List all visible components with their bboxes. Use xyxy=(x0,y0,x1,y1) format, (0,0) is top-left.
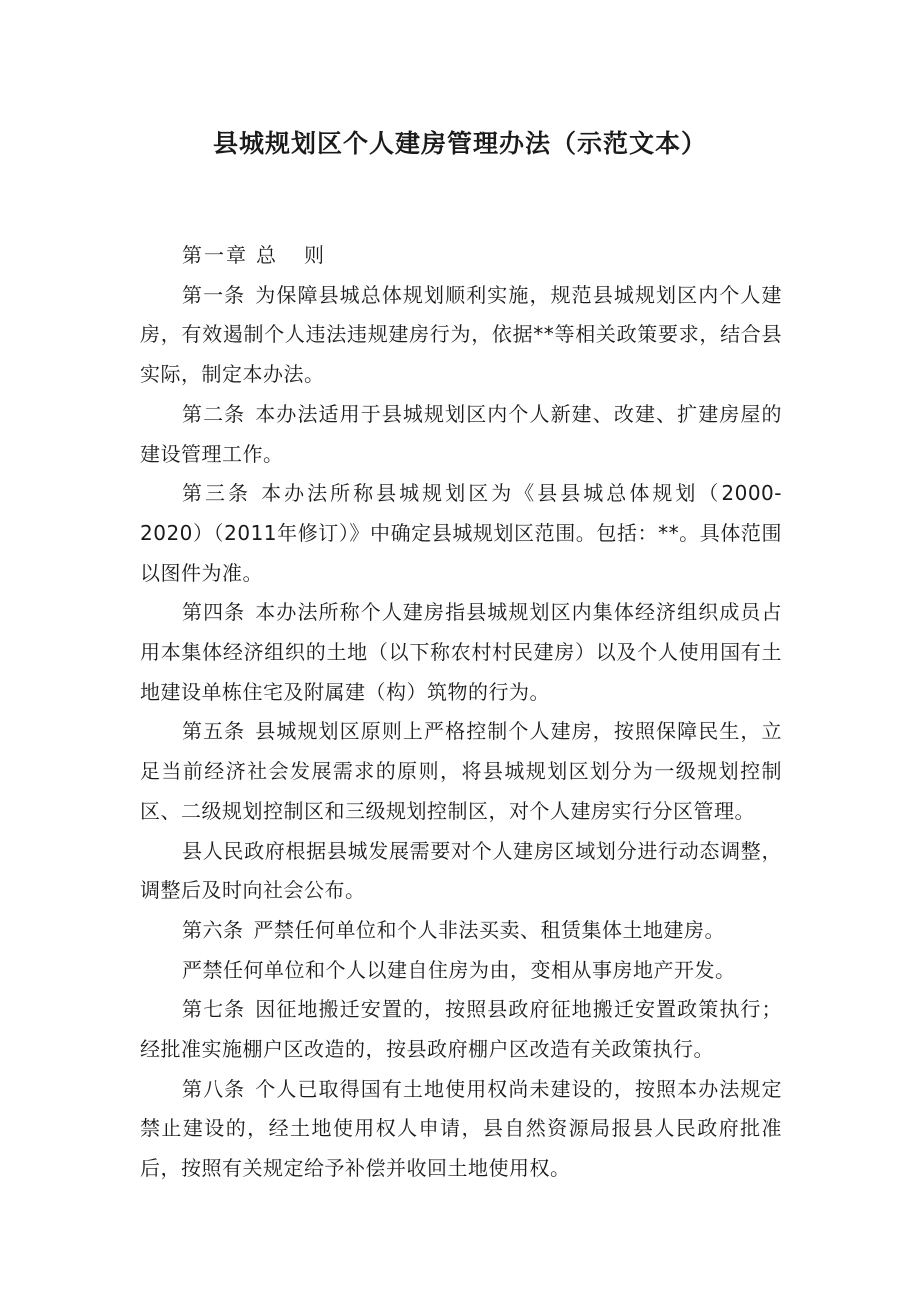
chapter-number: 第一章 xyxy=(182,243,248,267)
article-number: 第八条 xyxy=(182,1076,246,1101)
article-text: 为保障县城总体规划顺利实施，规范县城规划区内个人建房，有效遏制个人违法违规建房行为，依据**等相关政策要求，结合县实际，制定本办法。 xyxy=(140,282,783,387)
article-6 xyxy=(140,911,782,951)
article-number: 第五条 xyxy=(182,719,246,744)
article-text: 本办法适用于县城规划区内个人新建、改建、扩建房屋的建设管理工作。 xyxy=(140,401,783,466)
article-text: 因征地搬迁安置的，按照县政府征地搬迁安置政策执行；经批准实施棚户区改造的，按县政府棚户区改造有关政策执行。 xyxy=(140,997,783,1062)
article-number: 第七条 xyxy=(182,997,246,1022)
paragraph-text: 县人民政府根据县城发展需要对个人建房区域划分进行动态调整，调整后及时向社会公布。 xyxy=(140,838,782,903)
article-number: 第二条 xyxy=(182,401,246,426)
article-text: 个人已取得国有土地使用权尚未建设的，按照本办法规定禁止建设的，经土地使用权人申请，县自然资源局报县人民政府批准后，按照有关规定给予补偿并收回土地使用权。 xyxy=(140,1076,783,1181)
article-text: 本办法所称个人建房指县城规划区内集体经济组织成员占用本集体经济组织的土地（以下称农村村民建房）以及个人使用国有土地建设单栋住宅及附属建（构）筑物的行为。 xyxy=(140,600,783,704)
article-6-continuation xyxy=(140,951,782,991)
article-number: 第一条 xyxy=(182,282,246,307)
article-8 xyxy=(140,1070,782,1189)
article-text: 严禁任何单位和个人非法买卖、租赁集体土地建房。 xyxy=(253,917,725,942)
paragraph-text: 严禁任何单位和个人以建自住房为由，变相从事房地产开发。 xyxy=(182,957,736,982)
article-2 xyxy=(140,395,782,474)
chapter-heading xyxy=(140,236,782,276)
article-number: 第六条 xyxy=(182,917,244,942)
article-4 xyxy=(140,593,782,712)
document-title: 县城规划区个人建房管理办法（示范文本） xyxy=(212,129,707,158)
article-text: 本办法所称县城规划区为《县县城总体规划（2000-2020）（2011年修订）》中确定县城规划区范围。包括：**。具体范围以图件为准。 xyxy=(140,481,783,585)
article-7 xyxy=(140,990,782,1069)
article-text: 县城规划区原则上严格控制个人建房，按照保障民生，立足当前经济社会发展需求的原则，将县城规划区划分为一级规划控制区、二级规划控制区和三级规划控制区，对个人建房实行分区管理。 xyxy=(140,719,783,823)
article-number: 第四条 xyxy=(182,600,246,625)
article-3 xyxy=(140,474,782,593)
article-5-continuation xyxy=(140,832,782,911)
document-body xyxy=(140,236,782,1189)
chapter-name: 总则 xyxy=(256,243,352,267)
article-number: 第三条 xyxy=(182,481,252,506)
article-1 xyxy=(140,276,782,395)
article-5 xyxy=(140,712,782,831)
